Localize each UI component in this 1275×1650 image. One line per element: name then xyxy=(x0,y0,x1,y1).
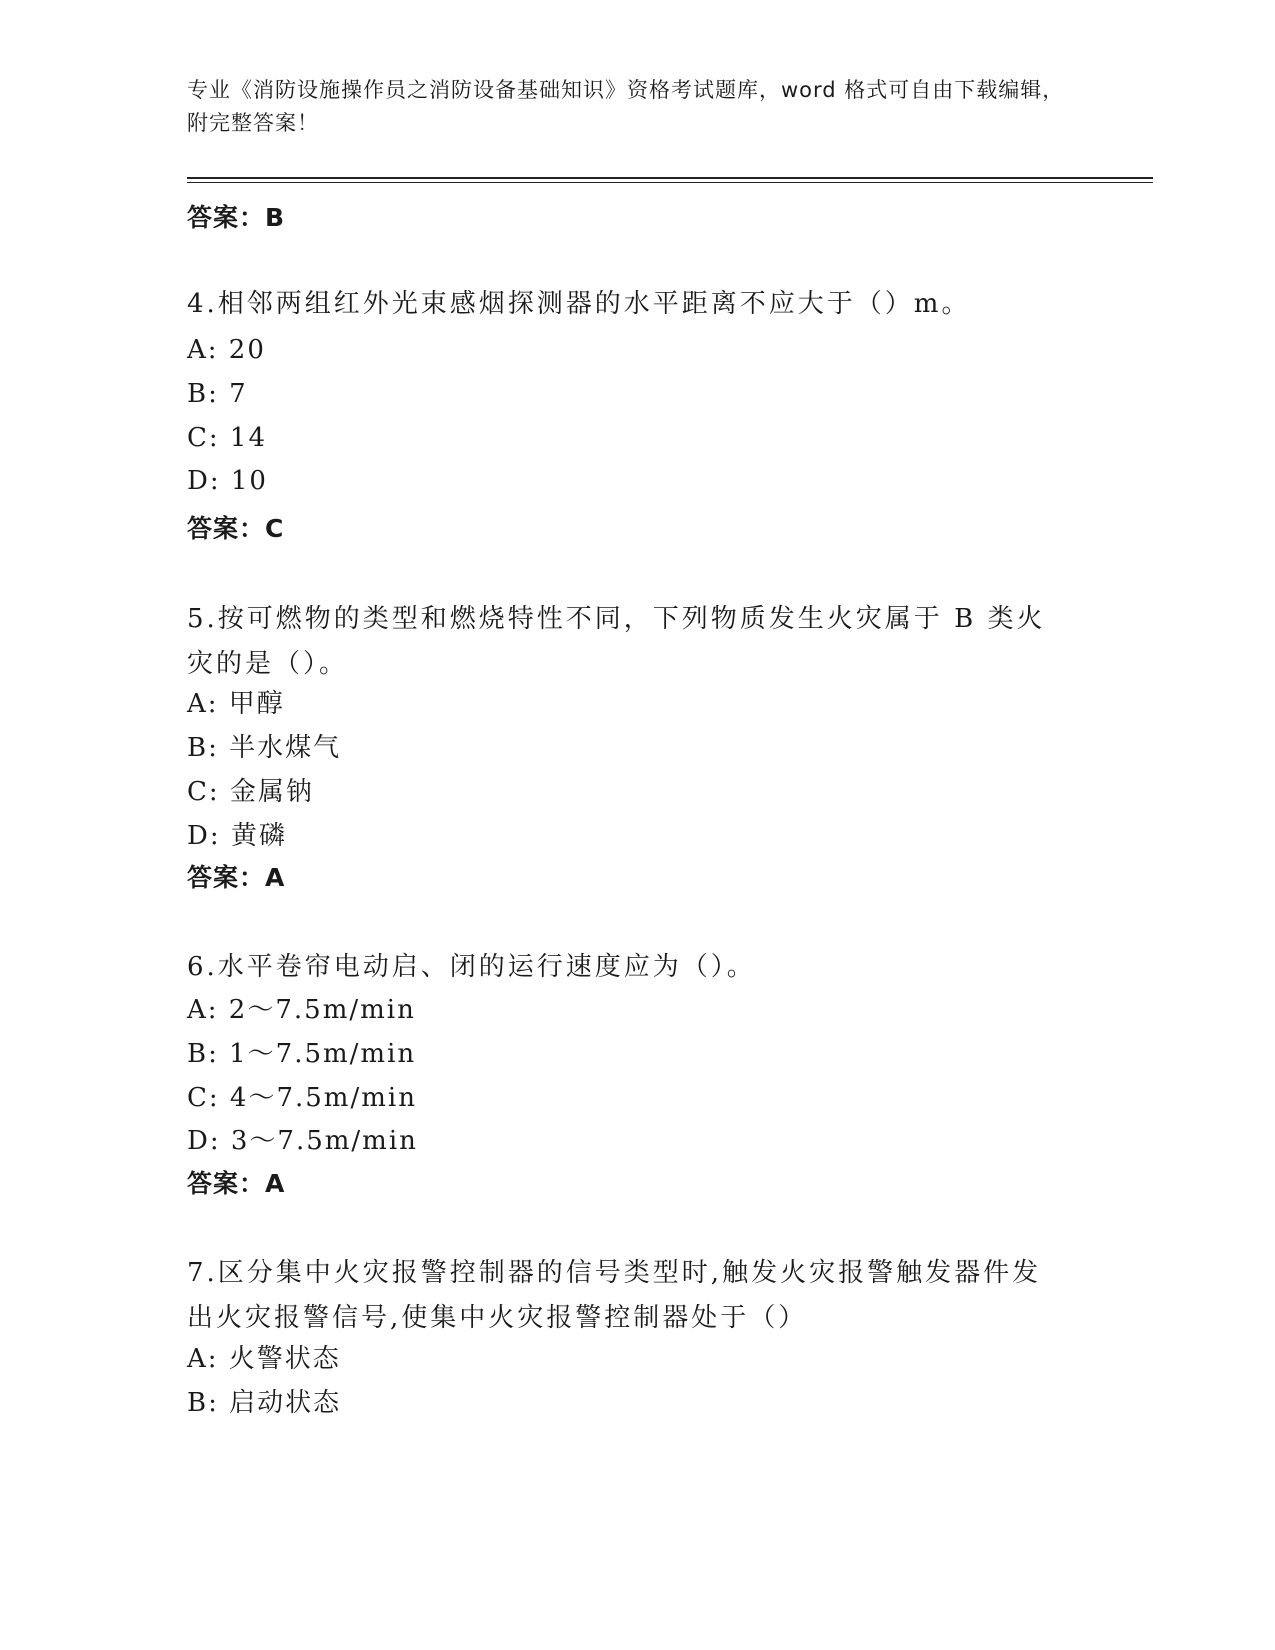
option-d: D: 黄磷 xyxy=(187,821,287,851)
option-a: A: 20 xyxy=(187,335,266,365)
option-c: C: 金属钠 xyxy=(187,777,314,807)
option-c: C: 4～7.5m/min xyxy=(187,1083,417,1113)
header-rule-thick xyxy=(187,177,1153,179)
answer-line: 答案：C xyxy=(187,514,285,543)
question-stem: 5.按可燃物的类型和燃烧特性不同，下列物质发生火灾属于 B 类火灾的是（）。 xyxy=(187,604,1046,679)
answer-line: 答案：A xyxy=(187,1169,286,1198)
option-b: B: 7 xyxy=(187,379,248,409)
option-b: B: 1～7.5m/min xyxy=(187,1039,417,1069)
option-b: B: 半水煤气 xyxy=(187,733,342,763)
answer-line: 答案：B xyxy=(187,203,286,232)
option-d: D: 10 xyxy=(187,466,268,496)
option-a: A: 2～7.5m/min xyxy=(187,995,416,1025)
document-header: 专业《消防设施操作员之消防设备基础知识》资格考试题库，word 格式可自由下载编辑，附完整答案！ xyxy=(187,78,1065,135)
header-rule-thin xyxy=(187,182,1153,183)
option-a: A: 火警状态 xyxy=(187,1344,341,1374)
option-d: D: 3～7.5m/min xyxy=(187,1126,418,1156)
option-b: B: 启动状态 xyxy=(187,1388,342,1418)
answer-line: 答案：A xyxy=(187,863,286,892)
question-stem: 4.相邻两组红外光束感烟探测器的水平距离不应大于（）m。 xyxy=(187,289,971,319)
option-a: A: 甲醇 xyxy=(187,689,285,719)
question-stem: 6.水平卷帘电动启、闭的运行速度应为（）。 xyxy=(187,952,756,982)
question-stem: 7.区分集中火灾报警控制器的信号类型时,触发火灾报警触发器件发出火灾报警信号,使集中火灾报警控制器处于（） xyxy=(187,1258,1042,1333)
option-c: C: 14 xyxy=(187,423,268,453)
